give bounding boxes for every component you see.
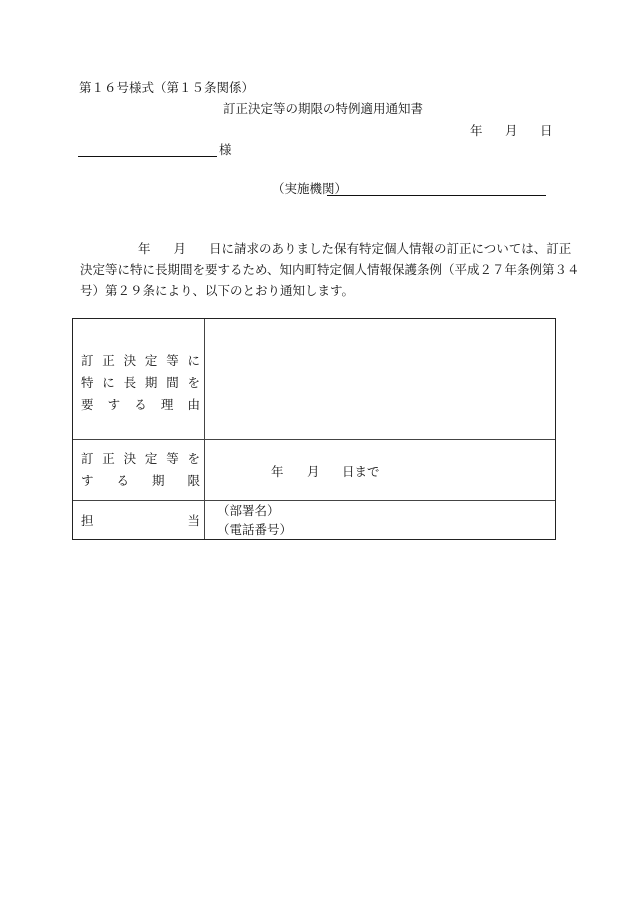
implementing-body-blank-line[interactable] [327, 195, 546, 196]
period-label [81, 451, 200, 495]
form-number: 第１６号様式（第１５条関係） [79, 80, 255, 95]
implementing-body-label: （実施機関） [272, 181, 348, 196]
period-year: 年 [271, 464, 284, 479]
person-in-charge-label: 担 当 [81, 513, 200, 528]
addressee-blank-line[interactable] [78, 156, 217, 157]
reason-label-row-1: 訂 正 決 定 等 に [81, 353, 200, 368]
body-month: 月 [173, 241, 187, 256]
reason-label-row-2: 特 に 長 期 間 を [81, 375, 200, 390]
period-month: 月 [307, 464, 320, 479]
phone-field[interactable]: （電話番号） [217, 522, 293, 537]
department-field[interactable]: （部署名） [217, 503, 280, 518]
reason-label [81, 353, 200, 419]
date-year-label: 年 [470, 123, 483, 138]
reason-label-row-3: 要 す る 理 由 [81, 397, 200, 412]
period-label-row-2: す る 期 限 [81, 473, 200, 488]
document-title: 訂正決定等の期限の特例適用通知書 [223, 101, 424, 116]
body-line-1 [80, 241, 571, 257]
body-line-3: 号）第２９条により、以下のとおり通知します。 [80, 283, 355, 298]
table-row-divider [73, 500, 555, 501]
notice-table [72, 318, 556, 540]
date-day-label: 日 [540, 123, 553, 138]
period-label-row-1: 訂 正 決 定 等 を [81, 451, 200, 466]
table-column-divider [204, 319, 205, 539]
body-line-1-text: 日に請求のありました保有特定個人情報の訂正については、訂正 [209, 241, 572, 256]
body-line-2: 決定等に特に長期間を要するため、知内町特定個人情報保護条例（平成２７年条例第３４ [80, 262, 580, 277]
table-row-divider [73, 439, 555, 440]
body-year: 年 [138, 241, 151, 256]
addressee-suffix: 様 [219, 142, 232, 157]
period-until: 日まで [342, 464, 380, 479]
date-month-label: 月 [505, 123, 518, 138]
